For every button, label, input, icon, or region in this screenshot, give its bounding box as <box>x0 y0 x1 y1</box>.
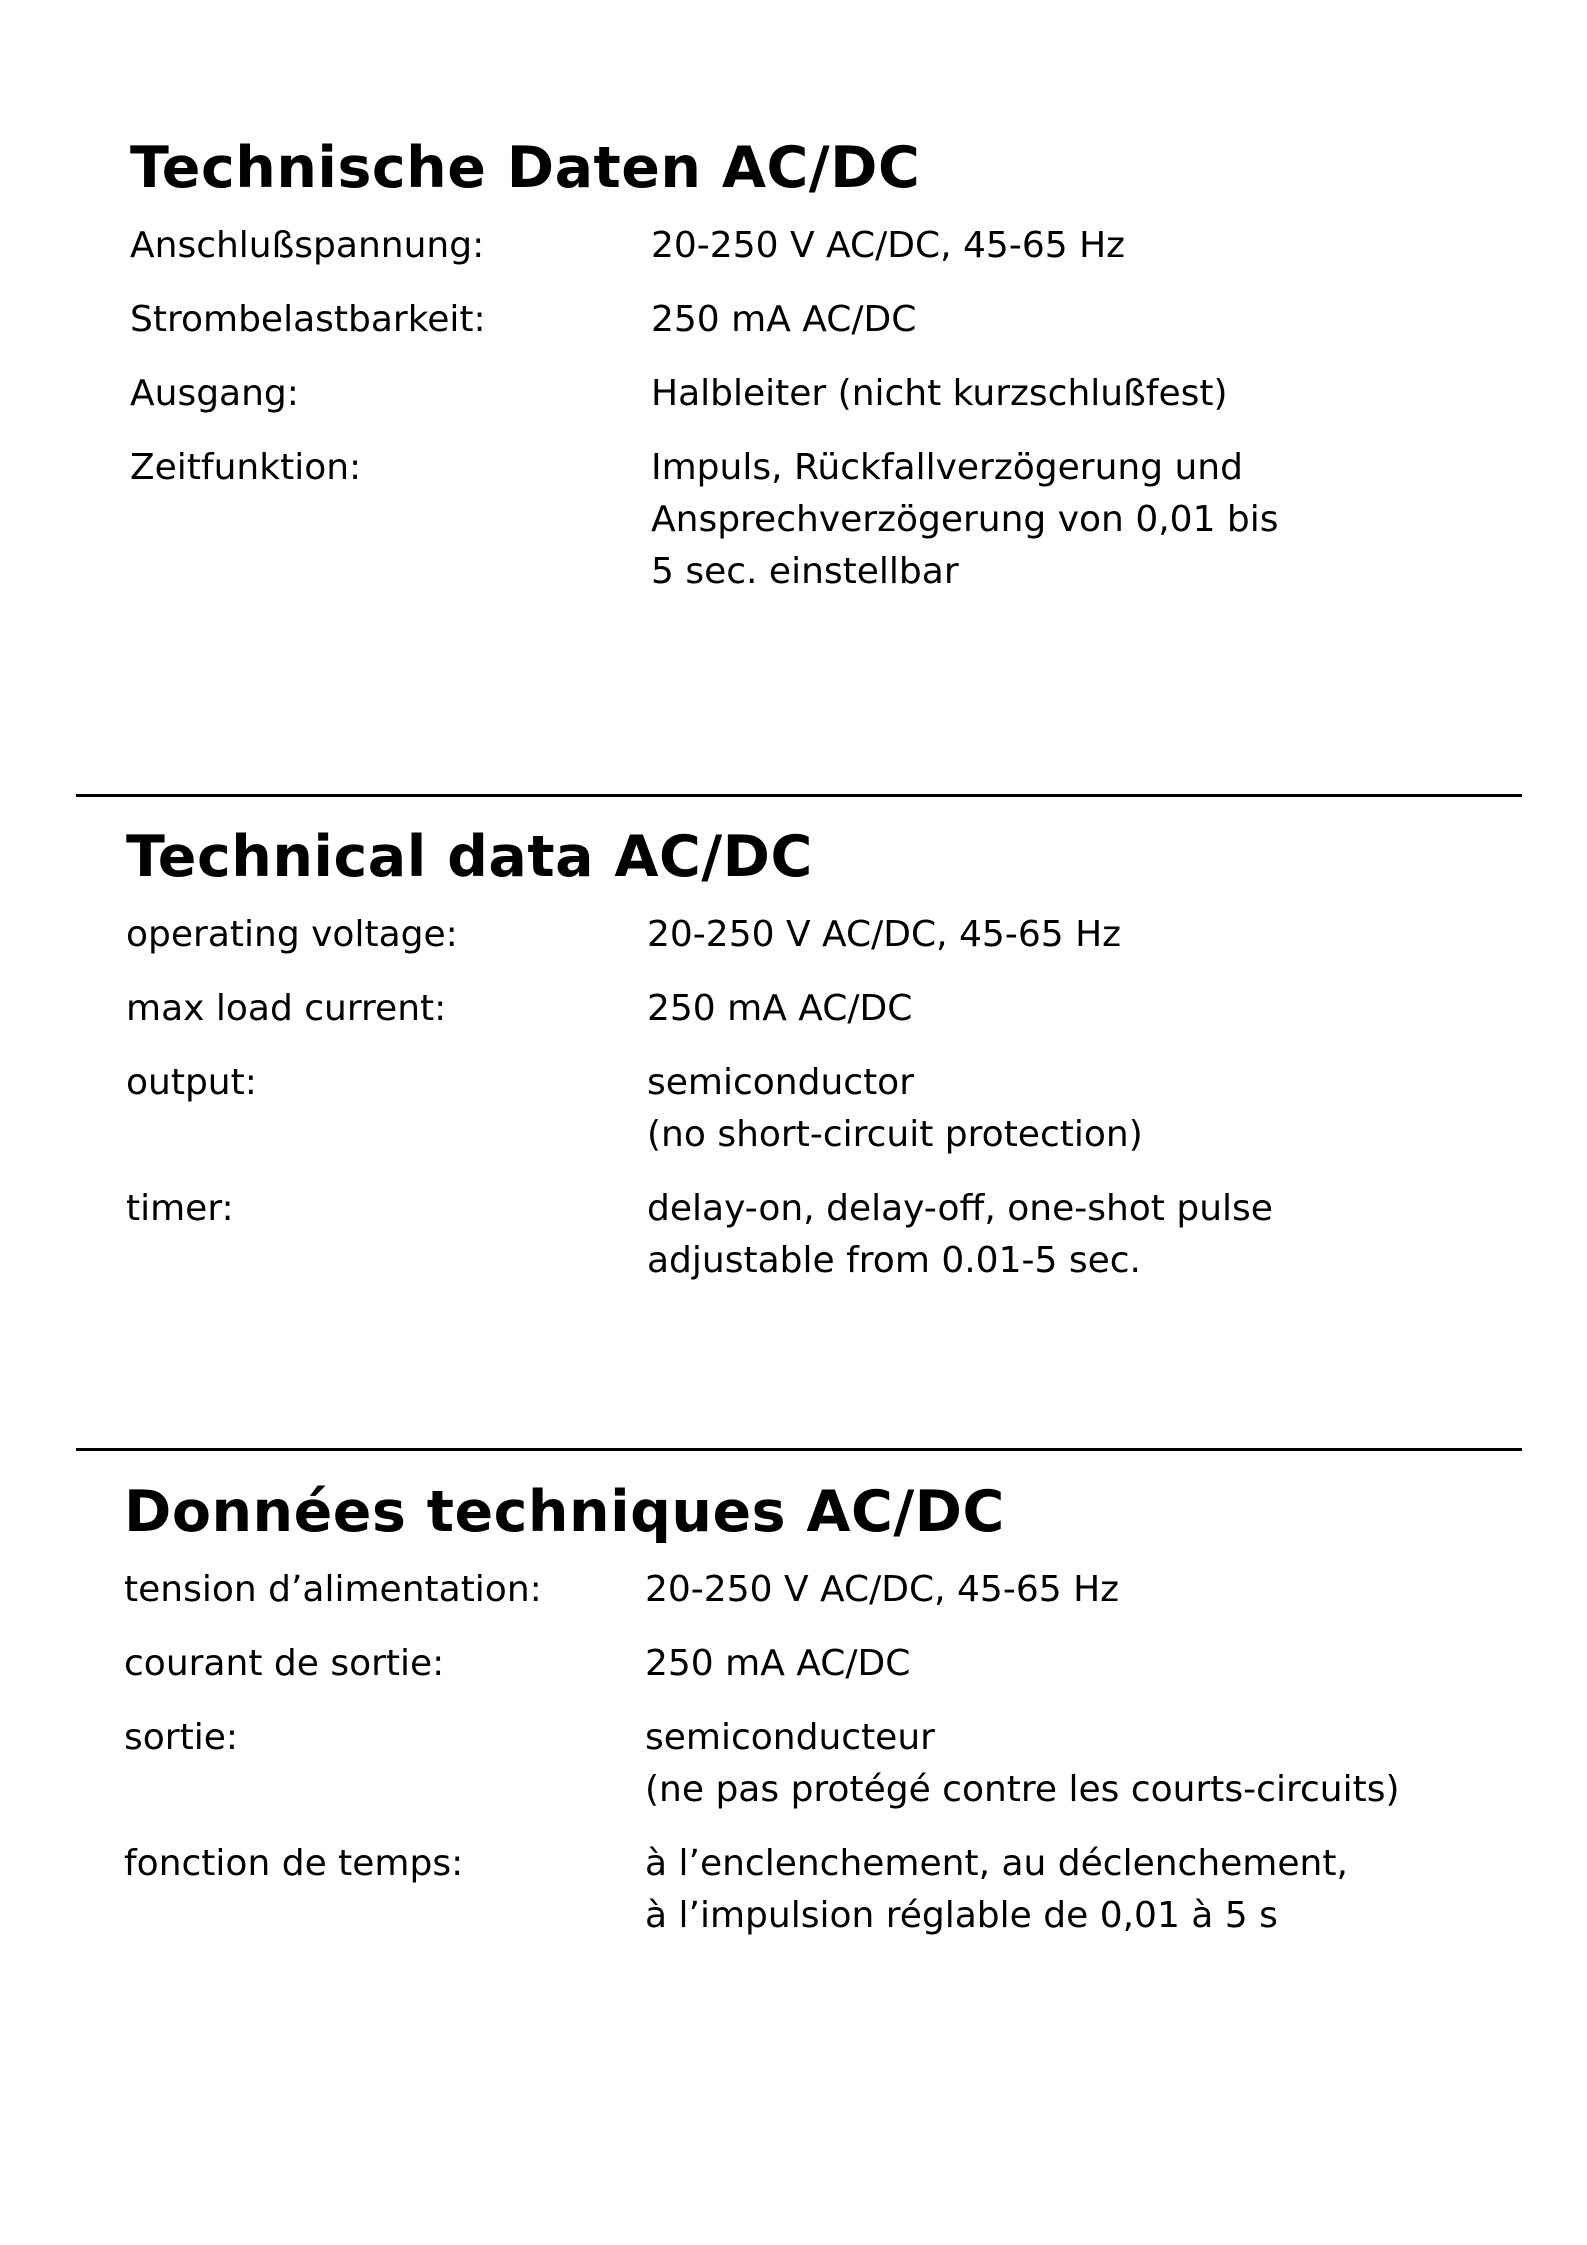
spec-value <box>647 1183 1273 1287</box>
spec-value <box>647 909 1121 961</box>
spec-label: Anschlußspannung: <box>130 225 485 266</box>
spec-value <box>647 983 912 1035</box>
spec-label: courant de sortie: <box>124 1643 445 1684</box>
section-heading: Technische Daten AC/DC <box>130 135 921 201</box>
spec-label: output: <box>126 1062 257 1103</box>
section-heading: Technical data AC/DC <box>126 824 813 890</box>
spec-label: operating voltage: <box>126 914 458 955</box>
spec-value <box>651 220 1125 272</box>
spec-label: tension d’alimentation: <box>124 1569 542 1610</box>
spec-value-line: Ansprechverzögerung von 0,01 bis <box>651 499 1279 540</box>
spec-value-line: à l’impulsion réglable de 0,01 à 5 s <box>645 1895 1278 1936</box>
spec-label: max load current: <box>126 988 447 1029</box>
spec-label: Ausgang: <box>130 373 299 414</box>
spec-value-line: 250 mA AC/DC <box>647 988 913 1029</box>
spec-value <box>651 294 916 346</box>
spec-label: timer: <box>126 1188 234 1229</box>
spec-label: Strombelastbarkeit: <box>130 299 486 340</box>
spec-value-line: semiconducteur <box>645 1717 935 1758</box>
spec-value-line: 20-250 V AC/DC, 45-65 Hz <box>651 225 1126 266</box>
spec-value-line: 5 sec. einstellbar <box>651 551 959 592</box>
spec-value-line: adjustable from 0.01-5 sec. <box>647 1240 1141 1281</box>
spec-value <box>645 1838 1348 1942</box>
section-divider <box>76 1448 1522 1451</box>
spec-value-line: 20-250 V AC/DC, 45-65 Hz <box>647 914 1122 955</box>
section-heading: Données techniques AC/DC <box>124 1479 1005 1545</box>
spec-value <box>645 1638 910 1690</box>
spec-value <box>647 1057 1143 1161</box>
spec-value <box>645 1564 1119 1616</box>
spec-value <box>651 368 1228 420</box>
spec-value-line: Halbleiter (nicht kurzschlußfest) <box>651 373 1228 414</box>
spec-label: fonction de temps: <box>124 1843 464 1884</box>
spec-value-line: 20-250 V AC/DC, 45-65 Hz <box>645 1569 1120 1610</box>
spec-value <box>645 1712 1400 1816</box>
spec-value-line: delay-on, delay-off, one-shot pulse <box>647 1188 1273 1229</box>
spec-value-line: 250 mA AC/DC <box>645 1643 911 1684</box>
spec-value <box>651 442 1279 598</box>
spec-value-line: semiconductor <box>647 1062 915 1103</box>
section-divider <box>76 794 1522 797</box>
spec-value-line: (ne pas protégé contre les courts-circuits) <box>645 1769 1400 1810</box>
spec-label: sortie: <box>124 1717 238 1758</box>
spec-value-line: (no short-circuit protection) <box>647 1114 1143 1155</box>
spec-label: Zeitfunktion: <box>130 447 362 488</box>
spec-value-line: à l’enclenchement, au déclenchement, <box>645 1843 1348 1884</box>
spec-value-line: Impuls, Rückfallverzögerung und <box>651 447 1243 488</box>
spec-value-line: 250 mA AC/DC <box>651 299 917 340</box>
